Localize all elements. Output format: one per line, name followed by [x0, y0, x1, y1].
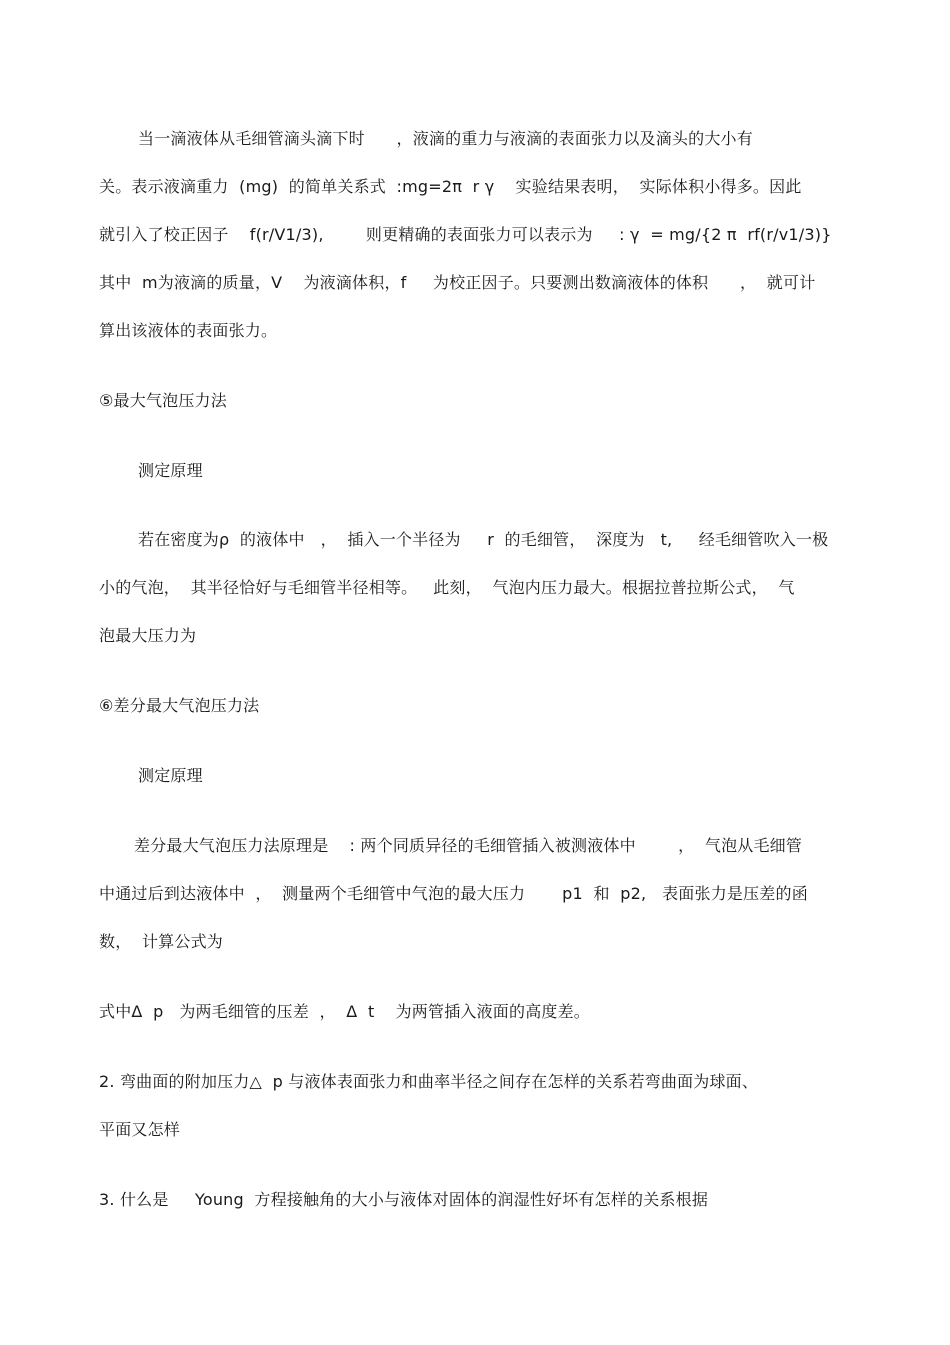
section6-subheading: 测定原理 [138, 766, 203, 785]
section6-line2: 中通过后到达液体中 ， 测量两个毛细管中气泡的最大压力 p1 和 p2, 表面张力是压差的函 [99, 884, 808, 903]
section5-line3: 泡最大压力为 [99, 626, 197, 645]
section6-line1: 差分最大气泡压力法原理是 : 两个同质异径的毛细管插入被测液体中 ， 气泡从毛细管 [134, 836, 803, 855]
section5-heading: ⑤最大气泡压力法 [99, 391, 227, 410]
question2-line2: 平面又怎样 [99, 1120, 181, 1139]
section6-line4: 式中Δ p 为两毛细管的压差 ， Δ t 为两管插入液面的高度差。 [99, 1002, 591, 1021]
section6-line3: 数， 计算公式为 [99, 932, 223, 951]
section5-line1: 若在密度为ρ 的液体中 ， 插入一个半径为 r 的毛细管， 深度为 t, 经毛细管吹入一极 [138, 530, 829, 549]
section5-subheading: 测定原理 [138, 461, 203, 480]
section6-heading: ⑥差分最大气泡压力法 [99, 696, 260, 715]
paragraph1-line1: 当一滴液体从毛细管滴头滴下时 ，液滴的重力与液滴的表面张力以及滴头的大小有 [138, 129, 753, 148]
paragraph1-line4: 其中 m为液滴的质量，V 为液滴体积，f 为校正因子。只要测出数滴液体的体积 ， 就可计 [99, 273, 816, 292]
paragraph1-line3: 就引入了校正因子 f(r/V1/3), 则更精确的表面张力可以表示为 : γ = mg/{2 π rf(r/v1/3)} [99, 225, 832, 244]
paragraph1-line2: 关。表示液滴重力 (mg) 的简单关系式 :mg=2π r γ 实验结果表明， 实际体积小得多。因此 [99, 177, 802, 196]
question2-line1: 2. 弯曲面的附加压力△ p 与液体表面张力和曲率半径之间存在怎样的关系若弯曲面为球面、 [99, 1072, 759, 1091]
section5-line2: 小的气泡， 其半径恰好与毛细管半径相等。 此刻， 气泡内压力最大。根据拉普拉斯公式， 气 [99, 578, 795, 597]
paragraph1-line5: 算出该液体的表面张力。 [99, 321, 278, 340]
question3-line1: 3. 什么是 Young 方程接触角的大小与液体对固体的润湿性好坏有怎样的关系根据 [99, 1190, 709, 1209]
